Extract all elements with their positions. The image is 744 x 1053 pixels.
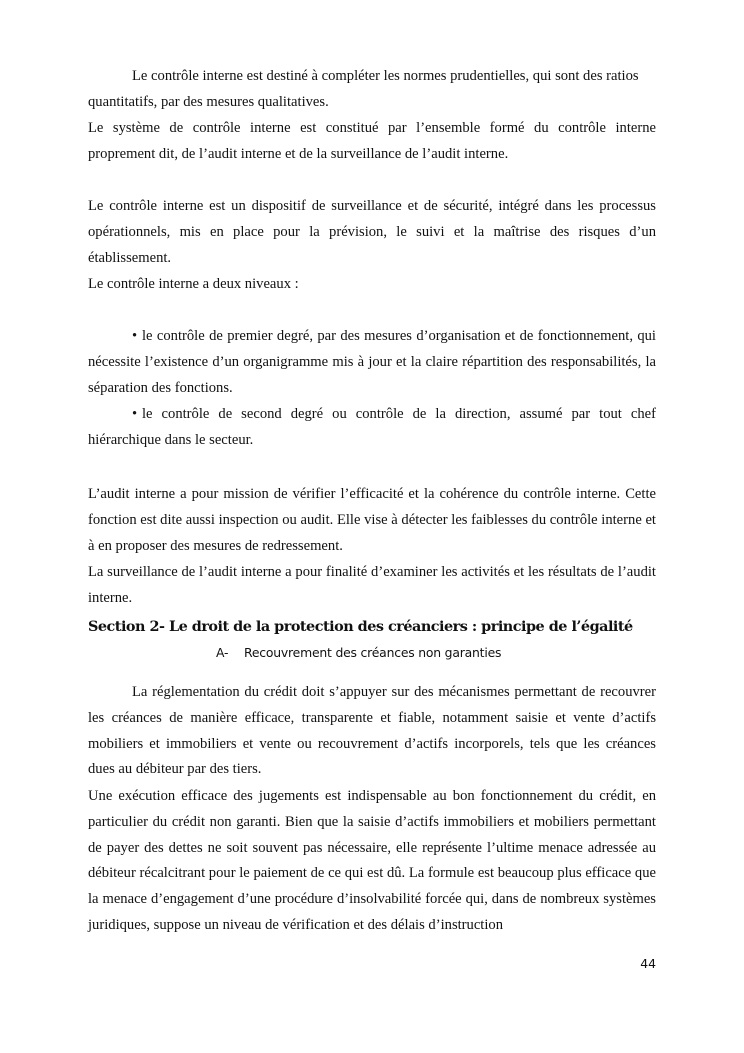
bullet-icon: • (132, 328, 138, 344)
paragraph-control-system: Le système de contrôle interne est constitué par l’ensemble formé du contrôle interne proprement dit, de l’audit interne et de la surveillance de l’audit interne. (88, 120, 656, 162)
paragraph-line: Le contrôle interne est destiné à compléter les normes prudentielles, qui sont des ratios (132, 68, 639, 84)
paragraph-line: quantitatifs, par des mesures qualitatives. (88, 94, 329, 110)
list-item-text: le contrôle de premier degré, par des mesures d’organisation et de fonctionnement, qui nécessite l’existence d’un organigramme mis à jour et la claire répartition des responsabilités, la séparation des fonctions. (88, 328, 656, 396)
paragraph-judgment-execution: Une exécution efficace des jugements est indispensable au bon fonctionnement du crédit, en particulier du crédit non garanti. Bien que la saisie d’actifs immobiliers et mobiliers permettant de payer des dettes ne soit souvent pas nécessaire, elle représente l’ultime menace adressée au débiteur récalcitrant pour le paiement de ce qui est dû. La formule est beaucoup plus efficace que la menace d’engagement d’une procédure d’insolvabilité forcée qui, dans de nombreux systèmes juridiques, suppose un niveau de vérification et des délais d’instruction (88, 788, 656, 933)
list-item-text: le contrôle de second degré ou contrôle de la direction, assumé par tout chef hiérarchique dans le secteur. (88, 406, 656, 448)
section-heading: Section 2- Le droit de la protection des créanciers : principe de l’égalité (88, 618, 633, 635)
paragraph-credit-regulation: La réglementation du crédit doit s’appuyer sur des mécanismes permettant de recouvrer les créances de manière efficace, transparente et fiable, notamment saisie et vente d’actifs mobiliers et immobiliers et vente ou recouvrement d’actifs incorporels, tels que les créances dues au débiteur par des tiers. (88, 684, 656, 778)
page-number: 44 (640, 956, 656, 971)
subsection-title: Recouvrement des créances non garanties (244, 645, 502, 660)
paragraph-internal-audit: L’audit interne a pour mission de vérifier l’efficacité et la cohérence du contrôle interne. Cette fonction est dite aussi inspection ou audit. Elle vise à détecter les faiblesses du contrôle interne et à en proposer des mesures de redressement. (88, 486, 656, 554)
list-item (88, 324, 656, 401)
paragraph-internal-control-definition: Le contrôle interne est un dispositif de surveillance et de sécurité, intégré dans les processus opérationnels, mis en place pour la prévision, le suivi et la maîtrise des risques d’un établissement. (88, 198, 656, 266)
paragraph-internal-control-purpose (88, 64, 656, 90)
bullet-icon: • (132, 406, 138, 422)
paragraph-internal-control-purpose-cont (88, 90, 656, 116)
subsection-marker: A- (216, 645, 229, 660)
paragraph-audit-oversight: La surveillance de l’audit interne a pour finalité d’examiner les activités et les résultats de l’audit interne. (88, 564, 656, 606)
paragraph-two-levels: Le contrôle interne a deux niveaux : (88, 276, 299, 292)
subsection-heading (216, 643, 656, 663)
list-item (88, 402, 656, 454)
